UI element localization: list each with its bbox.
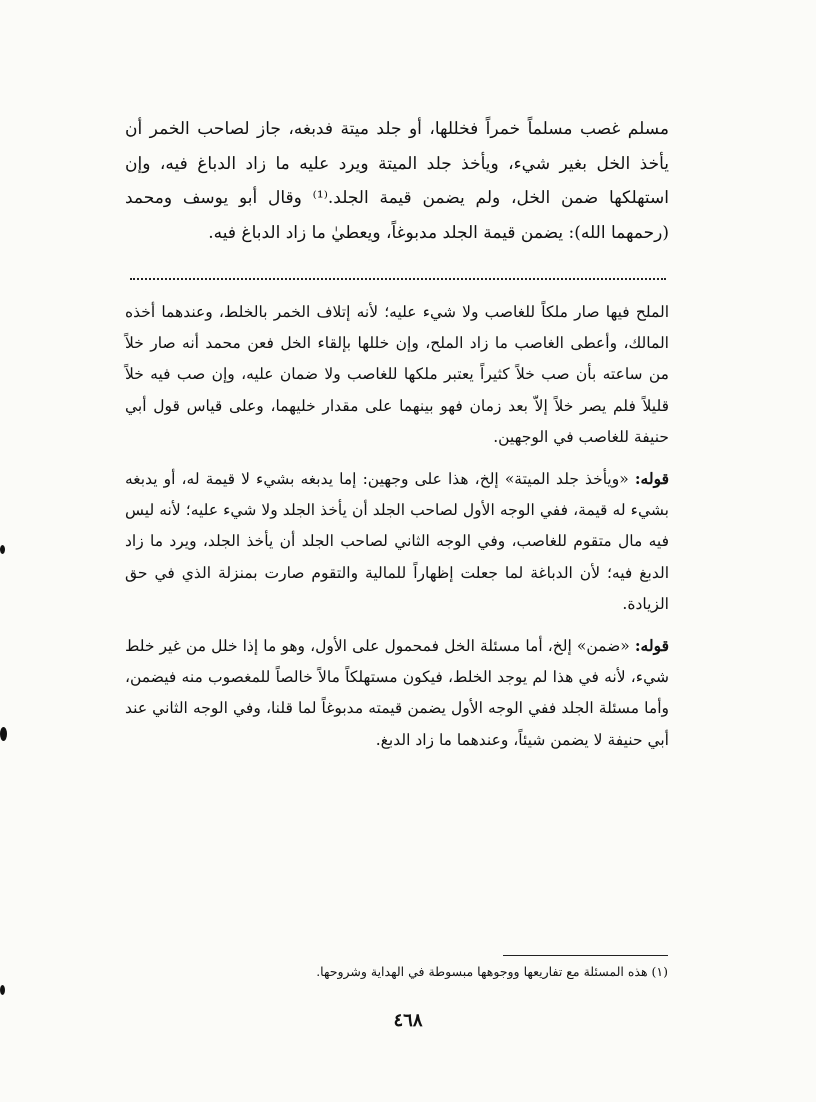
scan-mark	[0, 727, 7, 741]
commentary-label: قوله:	[634, 469, 669, 489]
commentary-label: قوله:	[634, 636, 669, 656]
page-number: ٤٦٨	[393, 1010, 423, 1031]
commentary-paragraph-3	[125, 630, 669, 756]
commentary-paragraph-1: الملح فيها صار ملكاً للغاصب ولا شيء عليه؛ لأنه إتلاف الخمر بالخلط، وعندهما أخذه المالك، وأعطى الغاصب ما زاد الملح، وإن خللها بإلقاء الخل فعن محمد أنه صار خلاً من ساعته بأن صب خلاً كثيراً يعتبر ملكها للغاصب ولا ضمان عليه، وإن صب فيه خلاً قليلاً فلم يصر خلاً إلاّ بعد زمان فهو بينهما على مقدار خليهما، وعلى قياس قول أبي حنيفة للغاصب في الوجهين.	[125, 303, 669, 446]
scan-mark	[0, 985, 5, 995]
commentary-paragraph-2	[125, 463, 669, 620]
footnote-rule	[503, 955, 668, 956]
footnote: (١) هذه المسئلة مع تفاريعها ووجوهها مبسوطة في الهداية وشروحها.	[316, 964, 668, 979]
scan-mark	[0, 545, 5, 554]
commentary-paragraph-2-text: «ويأخذ جلد الميتة» إلخ، هذا على وجهين: إما يدبغه بشيء لا قيمة له، أو يدبغه بشيء له قيمة، ففي الوجه الأول لصاحب الجلد أن يأخذ الجلد ولا شيء عليه؛ لأنه ليس فيه مال متقوم للغاصب، وفي الوجه الثاني لصاحب الجلد أن يأخذ الجلد، ويرد ما زاد الدبغ فيه؛ لأن الدباغة لما جعلت إظهاراً للمالية والتقوم صارت بمنزلة الذي في حق الزيادة.	[125, 470, 669, 613]
main-text-content: مسلم غصب مسلماً خمراً فخللها، أو جلد ميتة فدبغه، جاز لصاحب الخمر أن يأخذ الخل بغير شيء، ويأخذ جلد الميتة ويرد عليه ما زاد الدباغ فيه، وإن استهلكها ضمن الخل، ولم يضمن قيمة الجلد.⁽¹⁾ وقال أبو يوسف ومحمد (رحمهما الله): يضمن قيمة الجلد مدبوغاً، ويعطيٰ ما زاد الدباغ فيه.	[125, 119, 670, 243]
dotted-separator	[130, 268, 666, 280]
main-text	[125, 112, 669, 250]
commentary-paragraph-3-text: «ضمن» إلخ، أما مسئلة الخل فمحمول على الأول، وهو ما إذا خلل من غير خلط شيء، لأنه في هذا لم يوجد الخلط، فيكون مستهلكاً مالاً خالصاً للمغصوب منه فيضمن، وأما مسئلة الجلد ففي الوجه الأول يضمن قيمته مدبوغاً لما قلنا، وفي الوجه الثاني عند أبي حنيفة لا يضمن شيئاً، وعندهما ما زاد الدبغ.	[125, 637, 669, 749]
commentary	[125, 297, 669, 766]
